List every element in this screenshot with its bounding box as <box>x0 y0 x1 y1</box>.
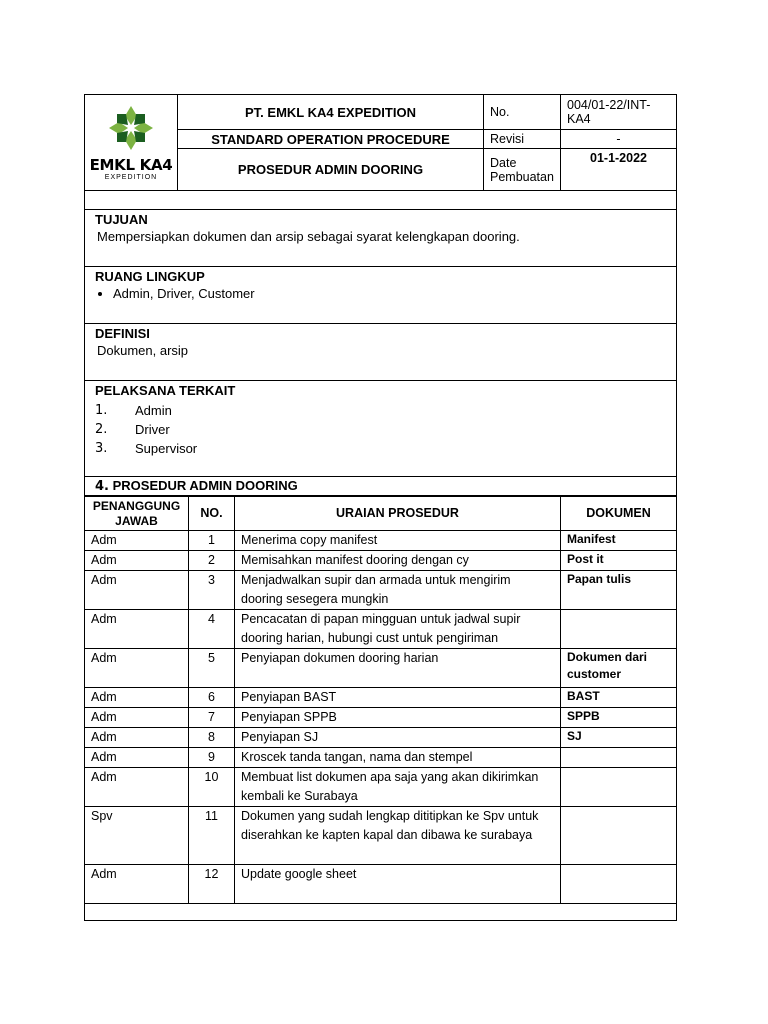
section-definisi <box>84 324 677 381</box>
list-item <box>95 420 666 439</box>
logo-cell <box>85 95 178 191</box>
responsible-cell: Adm <box>85 649 189 688</box>
document-cell <box>561 865 677 904</box>
no-value: 004/01-22/INT-KA4 <box>561 95 677 130</box>
document-cell: Post it <box>561 551 677 571</box>
no-label: No. <box>484 95 561 130</box>
section-number: 4. <box>95 479 109 494</box>
number-cell: 8 <box>189 728 235 748</box>
pelaksana-list <box>95 401 666 458</box>
col-header-no: NO. <box>189 497 235 531</box>
section-ruang-lingkup <box>84 267 677 324</box>
document-cell <box>561 748 677 768</box>
list-number: 3. <box>95 441 108 456</box>
section-tujuan <box>84 210 677 267</box>
description-cell: Kroscek tanda tangan, nama dan stempel <box>235 748 561 768</box>
revisi-value: - <box>561 130 677 149</box>
description-cell: Penyiapan SPPB <box>235 708 561 728</box>
description-cell: Menjadwalkan supir dan armada untuk mengirim dooring sesegera mungkin <box>235 571 561 610</box>
document-cell: Papan tulis <box>561 571 677 610</box>
number-cell: 12 <box>189 865 235 904</box>
document-cell: Dokumen dari customer <box>561 649 677 688</box>
description-cell: Pencacatan di papan mingguan untuk jadwal supir dooring harian, hubungi cust untuk pengiriman <box>235 610 561 649</box>
list-label: Admin <box>135 403 172 418</box>
description-cell: Penyiapan BAST <box>235 688 561 708</box>
logo-text: EMKL KA4 <box>89 156 173 174</box>
footer-cell <box>85 904 677 921</box>
table-row <box>85 865 677 904</box>
document-cell <box>561 807 677 865</box>
description-cell: Membuat list dokumen apa saja yang akan dikirimkan kembali ke Surabaya <box>235 768 561 807</box>
pelaksana-heading: PELAKSANA TERKAIT <box>95 383 236 398</box>
document-cell: SPPB <box>561 708 677 728</box>
date-value: 01-1-2022 <box>561 149 677 191</box>
number-cell: 4 <box>189 610 235 649</box>
list-item <box>95 401 666 420</box>
number-cell: 11 <box>189 807 235 865</box>
procedure-rows <box>85 531 677 904</box>
tujuan-heading: TUJUAN <box>95 212 148 227</box>
description-cell: Memisahkan manifest dooring dengan cy <box>235 551 561 571</box>
sop-title: STANDARD OPERATION PROCEDURE <box>178 130 484 149</box>
table-row <box>85 688 677 708</box>
number-cell: 1 <box>189 531 235 551</box>
col-header-pj: PENANGGUNG JAWAB <box>85 497 189 531</box>
sop-document <box>84 94 677 921</box>
spacer-row <box>84 191 677 210</box>
revisi-label: Revisi <box>484 130 561 149</box>
table-row <box>85 571 677 610</box>
list-number: 1. <box>95 403 108 418</box>
responsible-cell: Adm <box>85 688 189 708</box>
table-footer-row <box>85 904 677 921</box>
company-name: PT. EMKL KA4 EXPEDITION <box>178 95 484 130</box>
procedure-title: PROSEDUR ADMIN DOORING <box>178 149 484 191</box>
number-cell: 9 <box>189 748 235 768</box>
responsible-cell: Adm <box>85 728 189 748</box>
number-cell: 5 <box>189 649 235 688</box>
ruang-lingkup-heading: RUANG LINGKUP <box>95 269 205 284</box>
table-row <box>85 768 677 807</box>
logo-subtext: EXPEDITION <box>104 174 158 181</box>
table-row <box>85 807 677 865</box>
responsible-cell: Adm <box>85 531 189 551</box>
section-pelaksana <box>84 381 677 477</box>
responsible-cell: Spv <box>85 807 189 865</box>
responsible-cell: Adm <box>85 865 189 904</box>
list-label: Driver <box>135 422 170 437</box>
number-cell: 10 <box>189 768 235 807</box>
procedure-table <box>84 496 677 921</box>
number-cell: 2 <box>189 551 235 571</box>
document-cell: Manifest <box>561 531 677 551</box>
date-label: Date Pembuatan <box>484 149 561 191</box>
responsible-cell: Adm <box>85 768 189 807</box>
col-header-uraian: URAIAN PROSEDUR <box>235 497 561 531</box>
number-cell: 3 <box>189 571 235 610</box>
ruang-lingkup-list <box>95 286 666 301</box>
header-table <box>84 94 677 191</box>
section-title: PROSEDUR ADMIN DOORING <box>112 478 298 493</box>
table-row <box>85 649 677 688</box>
description-cell: Update google sheet <box>235 865 561 904</box>
list-label: Supervisor <box>135 441 198 456</box>
table-header-row <box>85 497 677 531</box>
description-cell: Penyiapan dokumen dooring harian <box>235 649 561 688</box>
company-logo-icon <box>106 103 156 153</box>
table-row <box>85 708 677 728</box>
responsible-cell: Adm <box>85 571 189 610</box>
responsible-cell: Adm <box>85 610 189 649</box>
table-row <box>85 551 677 571</box>
document-cell <box>561 610 677 649</box>
description-cell: Menerima copy manifest <box>235 531 561 551</box>
number-cell: 7 <box>189 708 235 728</box>
tujuan-text: Mempersiapkan dokumen dan arsip sebagai syarat kelengkapan dooring. <box>97 229 520 244</box>
description-cell: Penyiapan SJ <box>235 728 561 748</box>
list-item: • Admin, Driver, Customer <box>113 286 666 301</box>
list-item <box>95 439 666 458</box>
definisi-text: Dokumen, arsip <box>97 343 189 358</box>
section-prosedur-heading <box>84 477 677 496</box>
document-cell: BAST <box>561 688 677 708</box>
document-cell <box>561 768 677 807</box>
responsible-cell: Adm <box>85 708 189 728</box>
document-cell: SJ <box>561 728 677 748</box>
number-cell: 6 <box>189 688 235 708</box>
list-number: 2. <box>95 422 108 437</box>
responsible-cell: Adm <box>85 551 189 571</box>
description-cell: Dokumen yang sudah lengkap dititipkan ke Spv untuk diserahkan ke kapten kapal dan dibawa ke surabaya <box>235 807 561 865</box>
table-row <box>85 531 677 551</box>
responsible-cell: Adm <box>85 748 189 768</box>
definisi-heading: DEFINISI <box>95 326 150 341</box>
table-row <box>85 728 677 748</box>
table-row <box>85 610 677 649</box>
table-row <box>85 748 677 768</box>
col-header-dokumen: DOKUMEN <box>561 497 677 531</box>
